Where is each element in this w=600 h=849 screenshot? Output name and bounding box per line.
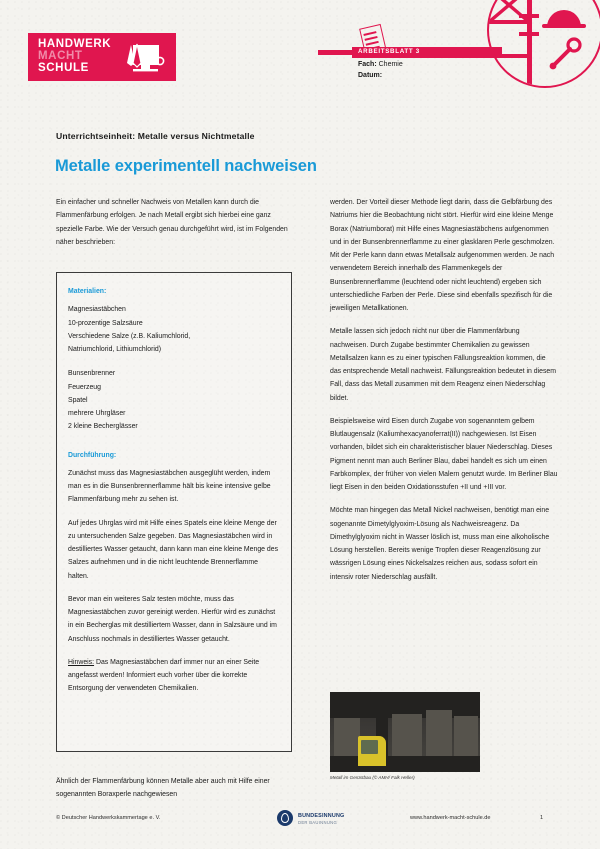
body-paragraph: werden. Der Vorteil dieser Methode liegt darin, dass die Gelbfärbung des Natriums hier die Beobachtung nicht stört. Hierfür wird eine kleine Menge Borax (Natriumborat) mit Hilfe eines Magnesiastäbchens aufgenommen und in der Bunsenbrennerflamme zu einer glasklaren Perle geschmolzen. Mit der Perle kann dann etwas Metallsalz aufgenommen werden. Je nach verwendetem Bereich innerhalb des Flammenkegels der Bunsenbrennerflamme (leuchtend oder nicht leuchtend) ergeben sich unterschiedliche Farben der Perle. Diese sind ebenfalls spezifisch für die jeweiligen Metallkationen. xyxy=(330,199,555,312)
footer-org-sub: DER BAUINNUNG xyxy=(298,820,338,826)
list-item: Magnesiastäbchen xyxy=(68,306,126,314)
footer-org xyxy=(298,813,344,826)
page-title: Metalle experimentell nachweisen xyxy=(55,157,317,176)
note-paragraph xyxy=(68,656,280,696)
right-column xyxy=(330,196,558,594)
equipment-list xyxy=(68,367,280,433)
date-row xyxy=(358,71,403,82)
materials-procedure-box xyxy=(56,272,292,752)
forklift-shape xyxy=(358,736,386,766)
intro-paragraph: Ein einfacher und schneller Nachweis von Metallen kann durch die Flammenfärbung erfolgen. Je nach Metall ergibt sich hierbei eine ganz spezielle Farbe. Wie der Versuch genau durchgeführt wird, ist im Folgenden näher beschrieben: xyxy=(56,199,288,246)
materials-heading: Materialien: xyxy=(68,288,107,295)
footer-org-name: BUNDESINNUNG xyxy=(298,813,345,819)
brand-logo-text xyxy=(38,39,111,74)
header-decoration-circle xyxy=(487,0,600,88)
scaffolding-icon xyxy=(489,0,600,86)
bundesinnung-logo-icon xyxy=(277,810,293,826)
procedure-paragraph: Bevor man ein weiteres Salz testen möchte, muss das Magnesiastäbchen zuvor gereinigt werden. Hierfür wird es zunächst in ein Becherglas mit destilliertem Wasser, dann in Salzsäure und im Anschluss nochmals in destilliertes Wasser getaucht. xyxy=(68,595,277,643)
computer-pencil-icon xyxy=(123,41,167,75)
subject-value: Chemie xyxy=(378,61,403,68)
photo-caption: Metall im Gerüstbau (© AMH/ Falk Heller) xyxy=(330,775,415,780)
list-item: 2 kleine Becherglässer xyxy=(68,423,138,431)
body-paragraph: Möchte man hingegen das Metall Nickel nachweisen, benötigt man eine sogenannte Dimetylglyoxim-Lösung als Nachweisreagenz. Da Dimethylglyoxim nicht in Wasser löslich ist, muss man eine alkoholische Lösung herstellen. Bereits wenige Tropfen dieser Reagenzlösung zur wässrigen Lösung eines Nickelsalzes reichen aus, sodass sofort ein intensiv roter Niederschlag ausfällt. xyxy=(330,507,550,581)
procedure-paragraph: Auf jedes Uhrglas wird mit Hilfe eines Spatels eine kleine Menge der zu untersuchenden Salze gegeben. Das Magnesiastäbchen wird in destilliertes Wasser getaucht, dann kann man eine kleine Menge des Salzes aufnehmen und in die nicht leuchtende Brennerflamme halten. xyxy=(68,519,279,580)
list-item: Bunsenbrenner xyxy=(68,370,116,378)
body-paragraph: Beispielsweise wird Eisen durch Zugabe von sogenanntem gelbem Blutlaugensalz (Kaliumhexacyanoferrat(II)) nachgewiesen. Ist Eisen vorhanden, bildet sich ein charakteristischer blauer Niederschlag. Dieses Pigment nennt man auch Berliner Blau, dabei handelt es sich um einen Farbkomplex, der früher von vielen Malern genutzt wurde. Im Berliner Blau liegt Eisen in den beiden Oxidationsstufen +II und +III vor. xyxy=(330,417,558,491)
subject-row xyxy=(358,60,403,71)
wrench-icon xyxy=(547,36,583,72)
list-item: Natriumchlorid, Lithiumchlorid) xyxy=(68,346,162,353)
list-item: Spatel xyxy=(68,396,88,404)
worksheet-meta xyxy=(358,60,403,82)
list-item: mehrere Uhrgläser xyxy=(68,410,126,417)
page-header xyxy=(0,0,600,105)
spacer xyxy=(68,356,280,367)
list-item: 10-prozentige Salzsäure xyxy=(68,319,143,327)
list-item: Feuerzeug xyxy=(68,383,101,391)
brand-logo xyxy=(28,33,176,81)
brand-logo-line1: HANDWERK xyxy=(38,38,112,51)
left-column-intro xyxy=(56,196,294,259)
continuation-paragraph: Ähnlich der Flammenfärbung können Metalle aber auch mit Hilfe einer sogenannten Boraxperle nachgewiesen xyxy=(56,777,270,799)
procedure-heading: Durchführung: xyxy=(68,451,117,459)
body-paragraph: Metalle lassen sich jedoch nicht nur über die Flammenfärbung nachweisen. Durch Zugabe bestimmter Chemikalien zu gewissen Metallsalzen kann es zu einer typischen Fällungsreaktion kommen, die das entsprechende Metall nachweist. Fällungsreaktion bedeutet in diesem Fall, dass das Metall zusammen mit dem Reagenz einen Niederschlag bildet. xyxy=(330,328,556,402)
subject-label: Fach: xyxy=(358,61,377,68)
left-column-continuation xyxy=(56,768,294,808)
scaffolding-photo xyxy=(330,692,480,772)
brand-logo-line2: MACHT xyxy=(38,50,83,63)
footer-url[interactable]: www.handwerk-macht-schule.de xyxy=(410,815,491,821)
footer-page-number: 1 xyxy=(540,815,544,821)
list-item: Verschiedene Salze (z.B. Kaliumchlorid, xyxy=(68,332,191,340)
brand-logo-line3: SCHULE xyxy=(38,61,89,74)
footer-copyright: © Deutscher Handwerkskammertage e. V. xyxy=(56,815,161,821)
date-label: Datum: xyxy=(358,71,383,79)
materials-list xyxy=(68,303,280,356)
worksheet-label: ARBEITSBLATT 3 xyxy=(358,47,420,55)
procedure-paragraph: Zunächst muss das Magnesiastäbchen ausgeglüht werden, indem man es in die Bunsenbrennerflamme hält bis keine intensive gelbe Flammenfärbung mehr zu sehen ist. xyxy=(68,469,271,504)
note-label: Hinweis: xyxy=(68,658,95,666)
note-text: Das Magnesiastäbchen darf immer nur an einer Seite angefasst werden! Informiert euch vorher über die korrekte Entsorgung der verwendeten Chemikalien. xyxy=(68,658,260,693)
unit-subtitle: Unterrichtseinheit: Metalle versus Nichtmetalle xyxy=(56,131,255,141)
